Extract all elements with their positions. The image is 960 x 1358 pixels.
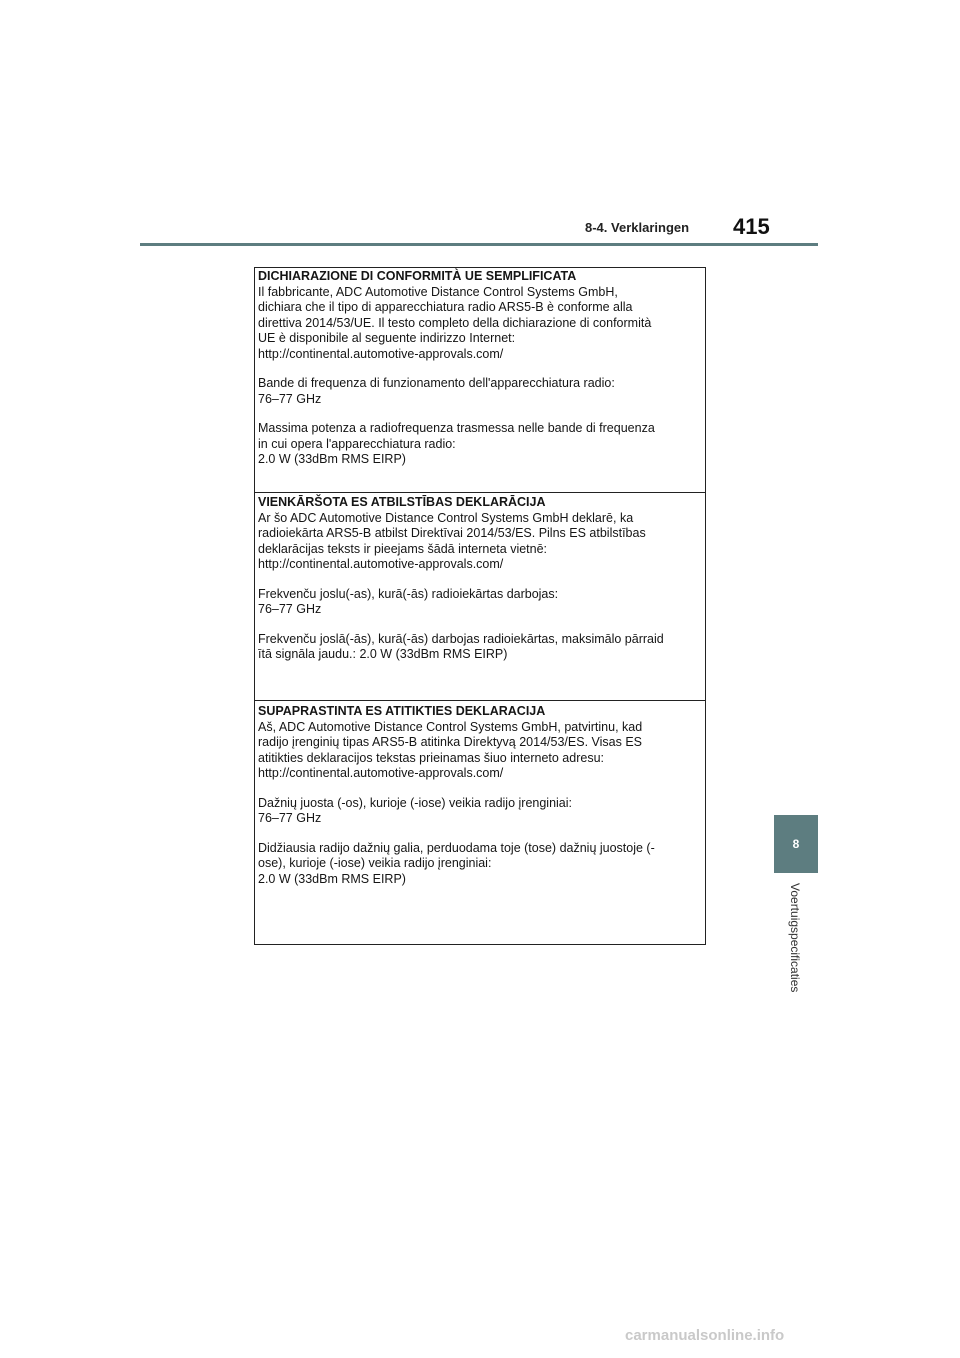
band-line: Dažnių juosta (-os), kurioje (-iose) veikia radijo įrenginiai:: [258, 795, 573, 810]
declaration-line: radioiekārta ARS5-B atbilst Direktīvai 2014/53/ES. Pilns ES atbilstības: [258, 526, 646, 540]
section-divider: [255, 492, 705, 493]
declaration-lithuanian: [255, 704, 705, 887]
declaration-line: radijo įrenginių tipas ARS5-B atitinka Direktyvą 2014/53/ES. Visas ES: [258, 735, 642, 749]
declaration-scan: [254, 267, 706, 945]
declaration-url: http://continental.automotive-approvals.com/: [258, 557, 504, 571]
power-value: 2.0 W (33dBm RMS EIRP): [258, 452, 406, 466]
declaration-latvian: [255, 495, 705, 663]
power-line: Massima potenza a radiofrequenza trasmessa nelle bande di frequenza: [258, 421, 655, 435]
footer-watermark: carmanualsonline.info: [625, 1327, 785, 1344]
power-line: Didžiausia radijo dažnių galia, perduodama toje (tose) dažnių juostoje (-: [258, 840, 655, 855]
declaration-line: Aš, ADC Automotive Distance Control Systems GmbH, patvirtinu, kad: [258, 719, 643, 734]
declaration-line: atitikties deklaracijos tekstas prieinamas šiuo interneto adresu:: [258, 750, 605, 765]
declaration-url: http://continental.automotive-approvals.com/: [258, 766, 504, 780]
declaration-line: dichiara che il tipo di apparecchiatura radio ARS5-B è conforme alla: [258, 300, 633, 314]
declaration-line: UE è disponibile al seguente indirizzo Internet:: [258, 331, 516, 345]
power-line: in cui opera l'apparecchiatura radio:: [258, 436, 456, 451]
band-value: 76–77 GHz: [258, 602, 322, 616]
power-line: ītā signāla jaudu.: 2.0 W (33dBm RMS EIRP): [258, 647, 508, 661]
section-divider: [255, 700, 705, 701]
chapter-title: Voertuigspecificaties: [788, 883, 802, 993]
declaration-title: DICHIARAZIONE DI CONFORMITÀ UE SEMPLIFICATA: [258, 269, 577, 283]
page-number: 415: [733, 214, 770, 239]
section-title: 8-4. Verklaringen: [585, 220, 690, 235]
declaration-line: Ar šo ADC Automotive Distance Control Systems GmbH deklarē, ka: [258, 510, 634, 525]
header-divider: [140, 243, 818, 246]
declaration-italian: [255, 269, 705, 468]
power-value: 2.0 W (33dBm RMS EIRP): [258, 871, 406, 886]
band-line: Bande di frequenza di funzionamento dell'apparecchiatura radio:: [258, 376, 615, 390]
chapter-tab: [774, 815, 818, 873]
band-value: 76–77 GHz: [258, 811, 322, 825]
declaration-title: VIENKĀRŠOTA ES ATBILSTĪBAS DEKLARĀCIJA: [258, 495, 546, 509]
band-line: Frekvenču joslu(-as), kurā(-ās) radioiekārtas darbojas:: [258, 586, 559, 601]
declaration-url: http://continental.automotive-approvals.com/: [258, 346, 504, 361]
band-value: 76–77 GHz: [258, 391, 322, 406]
chapter-number: 8: [792, 837, 800, 851]
power-line: Frekvenču joslā(-ās), kurā(-ās) darbojas radioiekārtas, maksimālo pārraid: [258, 631, 664, 646]
declaration-line: direttiva 2014/53/UE. Il testo completo della dichiarazione di conformità: [258, 315, 652, 330]
declaration-title: SUPAPRASTINTA ES ATITIKTIES DEKLARACIJA: [258, 704, 546, 718]
declaration-line: Il fabbricante, ADC Automotive Distance Control Systems GmbH,: [258, 284, 618, 299]
declaration-line: deklarācijas teksts ir pieejams šādā interneta vietnē:: [258, 541, 548, 556]
power-line: ose), kurioje (-iose) veikia radijo įrenginiai:: [258, 856, 492, 870]
